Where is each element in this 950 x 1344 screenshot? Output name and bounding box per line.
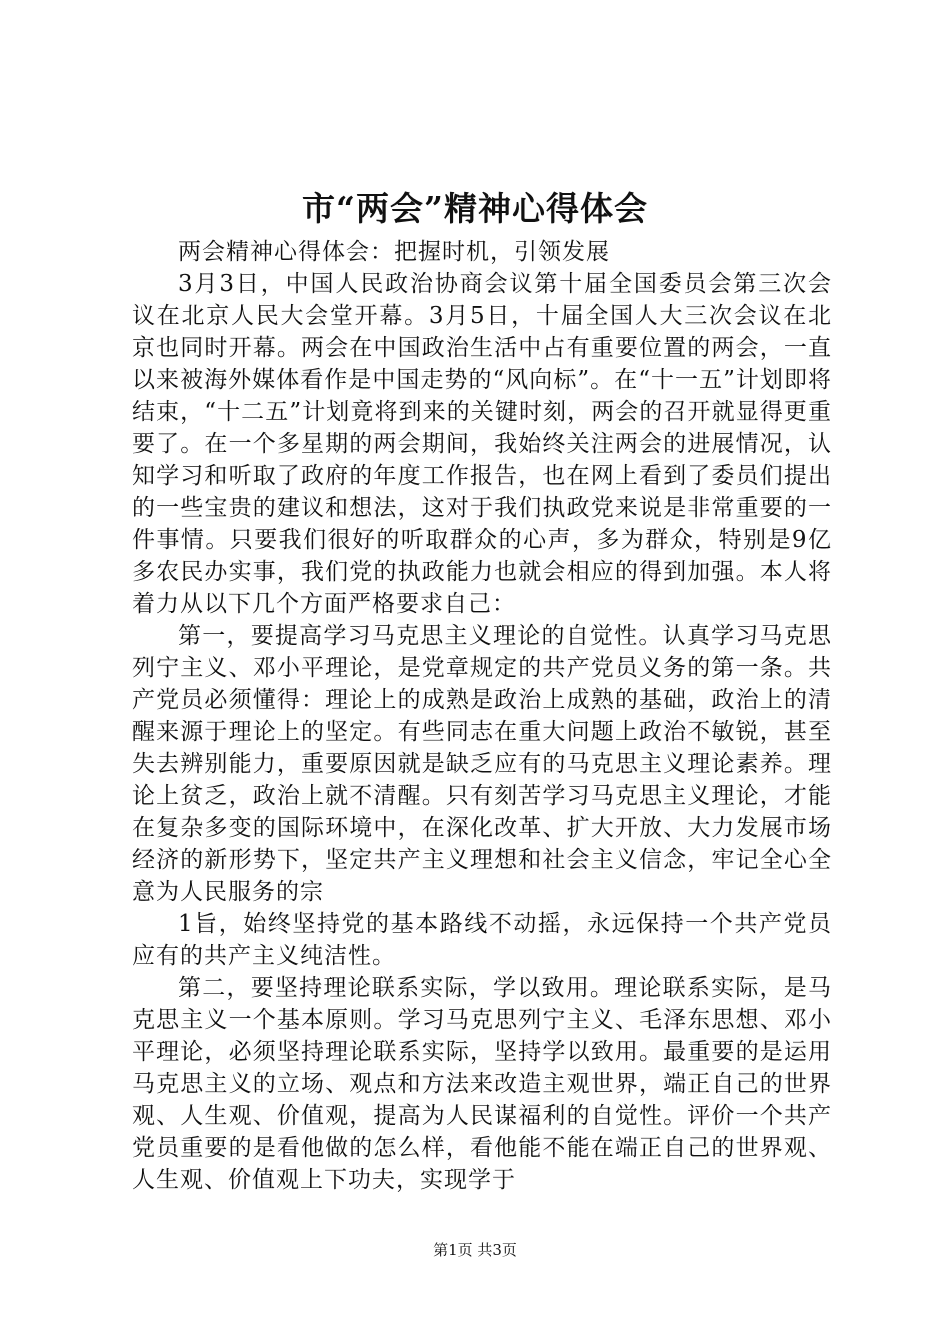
- paragraph-intro: 3月3日，中国人民政治协商会议第十届全国委员会第三次会议在北京人民大会堂开幕。3月5日，十届全国人大三次会议在北京也同时开幕。两会在中国政治生活中占有重要位置的两会，一直以来被海外媒体看作是中国走势的“风向标”。在“十一五”计划即将结束，“十二五”计划竟将到来的关键时刻，两会的召开就显得更重要了。在一个多星期的两会期间，我始终关注两会的进展情况，认知学习和听取了政府的年度工作报告，也在网上看到了委员们提出的一些宝贵的建议和想法，这对于我们执政党来说是非常重要的一件事情。只要我们很好的听取群众的心声，多为群众，特别是9亿多农民办实事，我们党的执政能力也就会相应的得到加强。本人将着力从以下几个方面严格要求自己：: [132, 271, 832, 617]
- document-body: [132, 236, 832, 1196]
- page-footer: 第1页 共3页: [433, 1241, 517, 1259]
- paragraph-point-one: 第一，要提高学习马克思主义理论的自觉性。认真学习马克思列宁主义、邓小平理论，是党章规定的共产党员义务的第一条。共产党员必须懂得：理论上的成熟是政治上成熟的基础，政治上的清醒来源于理论上的坚定。有些同志在重大问题上政治不敏锐，甚至失去辨别能力，重要原因就是缺乏应有的马克思主义理论素养。理论上贫乏，政治上就不清醒。只有刻苦学习马克思主义理论，才能在复杂多变的国际环境中，在深化改革、扩大开放、大力发展市场经济的新形势下，坚定共产主义理想和社会主义信念，牢记全心全意为人民服务的宗: [132, 623, 832, 905]
- document-title: 市“两会”精神心得体会: [302, 189, 648, 228]
- paragraph-point-two: 第二，要坚持理论联系实际，学以致用。理论联系实际，是马克思主义一个基本原则。学习马克思列宁主义、毛泽东思想、邓小平理论，必须坚持理论联系实际，坚持学以致用。最重要的是运用马克思主义的立场、观点和方法来改造主观世界，端正自己的世界观、人生观、价值观，提高为人民谋福利的自觉性。评价一个共产党员重要的是看他做的怎么样，看他能不能在端正自己的世界观、人生观、价值观上下功夫，实现学于: [132, 975, 832, 1193]
- paragraph-subtitle: 两会精神心得体会：把握时机，引领发展: [178, 239, 610, 265]
- paragraph-point-one-continued: 1旨，始终坚持党的基本路线不动摇，永远保持一个共产党员应有的共产主义纯洁性。: [132, 911, 832, 969]
